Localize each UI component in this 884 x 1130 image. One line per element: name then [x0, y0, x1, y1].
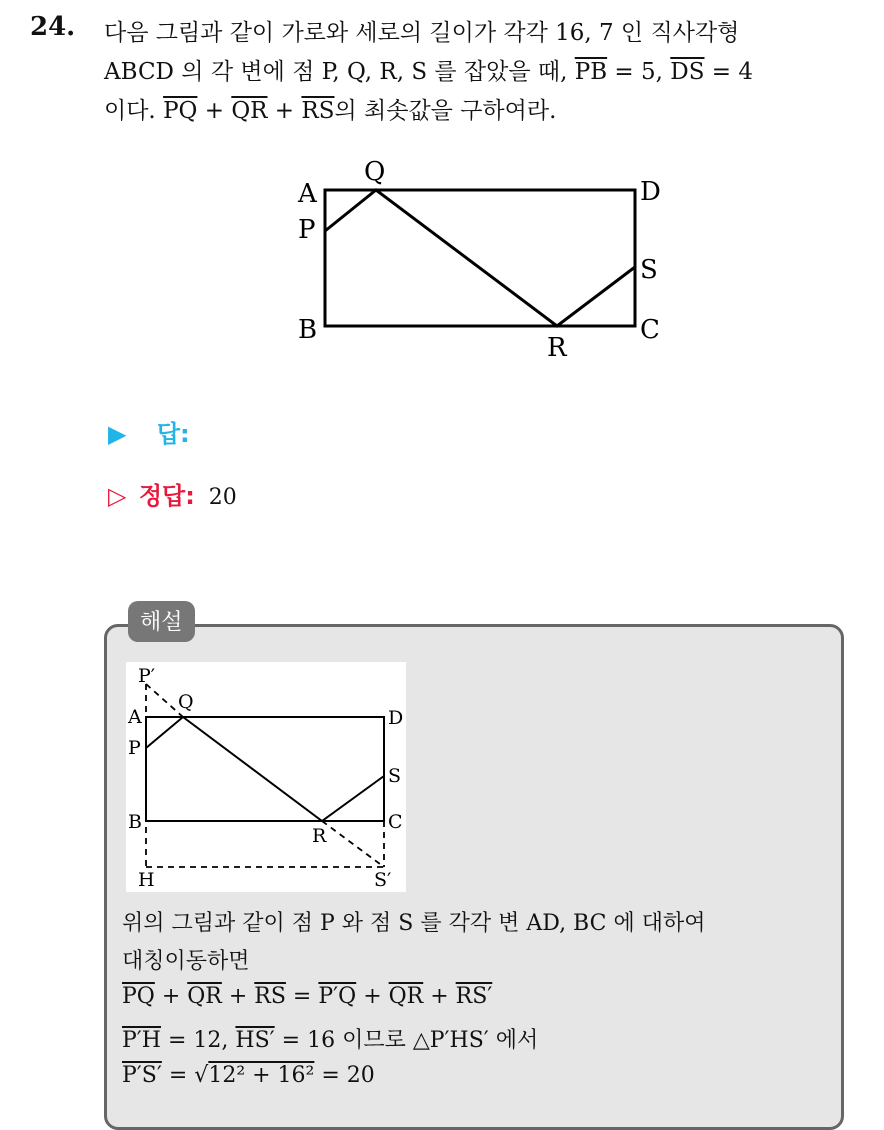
label-p-prime: P′ [138, 665, 156, 687]
question-text: 의 최솟값을 구하여라. [334, 98, 557, 124]
solution-equation-3 [122, 1063, 375, 1088]
segment-hs-prime: HS′ [235, 1028, 275, 1053]
plus-sign: + [356, 984, 389, 1009]
solution-text-1: 위의 그림과 같이 점 P 와 점 S 를 각각 변 AD, BC 에 대하여 [122, 911, 706, 936]
label-a: A [298, 179, 317, 209]
solution-equation-2 [122, 1023, 538, 1054]
segment-qr: $\overline{QR}$ [388, 984, 424, 1009]
question-number: 24. [30, 12, 76, 42]
segment-p-prime-h: P′H [122, 1028, 161, 1053]
equals-sign: = [161, 1063, 195, 1088]
equation-text: = 12, [160, 1028, 236, 1053]
reflected-segment-rs [322, 821, 384, 867]
segment-pb: $\overline{PB}$ [574, 59, 608, 85]
label-q: Q [178, 691, 194, 713]
label-r: R [312, 825, 327, 847]
rectangle-abcd [146, 717, 384, 821]
label-r: R [547, 333, 567, 363]
label-q: Q [364, 157, 386, 187]
label-c: C [388, 811, 403, 833]
plus-sign: + [154, 984, 188, 1009]
segment-ds: $\overline{DS}$ [670, 59, 705, 85]
label-b: B [298, 315, 318, 345]
answer-label: 답: [156, 420, 190, 448]
path-pqrs [325, 190, 635, 326]
question-text: 이다. [104, 98, 164, 124]
segment-rs-prime: RS′ [455, 984, 493, 1009]
question-text: = 5, [607, 59, 671, 85]
equation-text: = 16 이므로 △P′HS′ 에서 [274, 1028, 539, 1053]
equals-sign: = [285, 984, 319, 1009]
answer-row [108, 414, 190, 449]
segment-rs: $\overline{RS}$ [254, 984, 286, 1009]
solution-equation-1 [122, 984, 492, 1009]
question-line-1: 다음 그림과 같이 가로와 세로의 길이가 각각 16, 7 인 직사각형 [104, 20, 740, 46]
question-line-2 [104, 53, 753, 86]
question-line-3 [104, 92, 556, 125]
outline-play-icon: ▷ [108, 482, 127, 510]
plus-sign: + [267, 98, 302, 124]
segment-qr: $\overline{QR}$ [187, 984, 222, 1009]
label-p: P [128, 737, 141, 759]
question-text: = 4 [704, 59, 754, 85]
plus-sign: + [221, 984, 255, 1009]
label-h: H [138, 869, 155, 891]
solution-text-2: 대칭이동하면 [122, 949, 250, 974]
label-c: C [640, 315, 660, 345]
label-a: A [128, 706, 142, 728]
plus-sign: + [197, 98, 232, 124]
correct-answer-label: 정답: [138, 482, 195, 510]
label-b: B [128, 811, 142, 833]
label-d: D [388, 707, 404, 729]
segment-pq: $\overline{PQ}$ [163, 98, 198, 124]
rectangle-figure [290, 150, 680, 370]
label-s: S [640, 255, 658, 285]
correct-answer-row [108, 476, 237, 511]
square-root-sign: √ [194, 1063, 209, 1088]
rectangle-abcd [325, 190, 635, 326]
label-p: P [298, 215, 316, 245]
segment-pq: $\overline{PQ}$ [122, 984, 155, 1009]
segment-p-prime-s-prime: P′S′ [122, 1063, 162, 1088]
segment-qr: $\overline{QR}$ [231, 98, 268, 124]
equation-text: = 20 [314, 1063, 375, 1088]
segment-p-prime-q: P′Q [318, 984, 357, 1009]
label-s-prime: S′ [374, 869, 392, 891]
radicand: 12² + 16² [208, 1063, 315, 1088]
question-text: ABCD 의 각 변에 점 P, Q, R, S 를 잡았을 때, [104, 59, 575, 85]
solution-figure [126, 662, 406, 892]
segment-rs: $\overline{RS}$ [301, 98, 335, 124]
play-icon: ▶ [108, 420, 127, 448]
path-pqrs [146, 717, 384, 821]
plus-sign: + [423, 984, 456, 1009]
solution-tag: 해설 [128, 601, 195, 642]
label-s: S [388, 765, 402, 787]
label-d: D [640, 177, 661, 207]
correct-answer-value: 20 [208, 485, 237, 510]
